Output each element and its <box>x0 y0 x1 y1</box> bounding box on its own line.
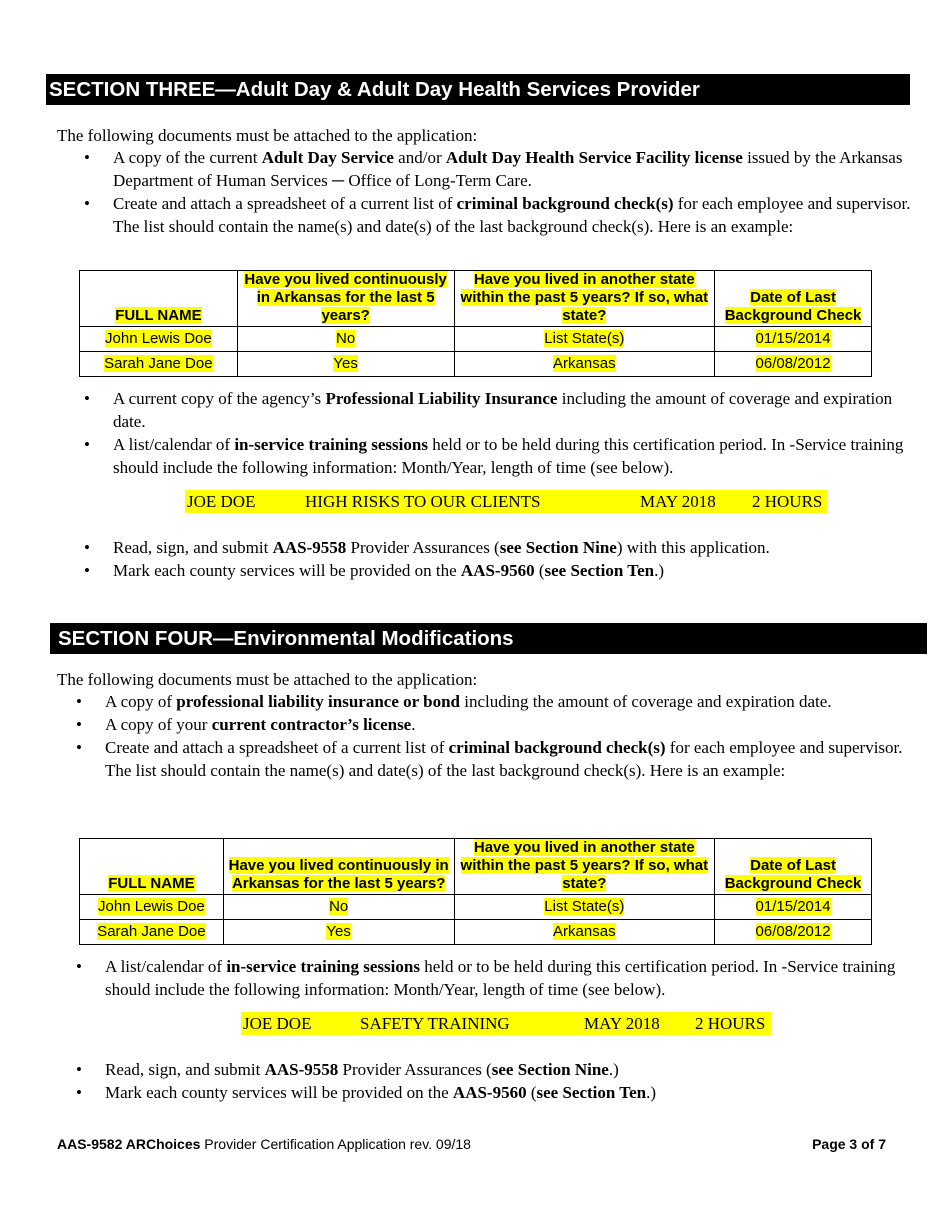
list-item: • Read, sign, and submit AAS-9558 Provider Assurances (see Section Nine) with this application. <box>84 538 770 557</box>
column-header: Have you lived continuously in Arkansas for the last 5 years? <box>237 271 454 327</box>
training-topic: HIGH RISKS TO OUR CLIENTS <box>305 492 541 511</box>
column-header: FULL NAME <box>80 271 238 327</box>
footer-page-number: Page 3 of 7 <box>812 1136 886 1152</box>
section-four-list-c <box>76 1058 906 1104</box>
table-row: John Lewis Doe No List State(s) 01/15/2014 <box>80 327 872 352</box>
table-row: Sarah Jane Doe Yes Arkansas 06/08/2012 <box>80 920 872 945</box>
training-name: JOE DOE <box>243 1014 312 1033</box>
column-header: Date of Last Background Check <box>715 271 872 327</box>
table-row: John Lewis Doe No List State(s) 01/15/2014 <box>80 895 872 920</box>
list-item: • Mark each county services will be provided on the AAS-9560 (see Section Ten.) <box>84 561 664 580</box>
section-four-list-a <box>76 690 906 782</box>
list-item: • A current copy of the agency’s Professional Liability Insurance including the amount of coverage and expiration date. <box>84 389 893 431</box>
column-header: Have you lived in another state within the past 5 years? If so, what state? <box>454 271 715 327</box>
section-three-title: SECTION THREE—Adult Day & Adult Day Health Services Provider <box>46 74 910 105</box>
section-three-list-c <box>84 536 914 582</box>
list-item: • A copy of your current contractor’s license. <box>76 715 416 734</box>
section-three-training-example <box>185 490 827 513</box>
section-four-title: SECTION FOUR—Environmental Modifications <box>50 623 927 654</box>
list-item: • Mark each county services will be provided on the AAS-9560 (see Section Ten.) <box>76 1083 656 1102</box>
list-item: • A list/calendar of in-service training sessions held or to be held during this certification period. In -Service training should include the following information: Month/Year, length of time (see below). <box>84 435 904 477</box>
list-item: • Create and attach a spreadsheet of a current list of criminal background check(s) for each employee and supervisor. The list should contain the name(s) and date(s) of the last background check(s). Here is an example: <box>76 738 903 780</box>
column-header: FULL NAME <box>80 839 224 895</box>
section-three-intro: The following documents must be attached to the application: <box>57 126 478 145</box>
footer-form-id: AAS-9582 ARChoices Provider Certification Application rev. 09/18 <box>57 1136 471 1152</box>
list-item: • Read, sign, and submit AAS-9558 Provider Assurances (see Section Nine.) <box>76 1060 619 1079</box>
section-four-background-table <box>79 838 872 945</box>
training-date: MAY 2018 <box>640 492 716 511</box>
section-three-background-table <box>79 270 872 377</box>
section-four-list-b <box>76 955 906 1001</box>
column-header: Date of Last Background Check <box>715 839 872 895</box>
list-item: • A list/calendar of in-service training sessions held or to be held during this certification period. In -Service training should include the following information: Month/Year, length of time (see below). <box>76 957 896 999</box>
column-header: Have you lived in another state within the past 5 years? If so, what state? <box>454 839 715 895</box>
section-four-intro: The following documents must be attached to the application: <box>57 670 478 689</box>
training-topic: SAFETY TRAINING <box>360 1014 510 1033</box>
table-row: Sarah Jane Doe Yes Arkansas 06/08/2012 <box>80 352 872 377</box>
section-four-training-example <box>241 1012 771 1035</box>
column-header: Have you lived continuously in Arkansas for the last 5 years? <box>223 839 454 895</box>
section-three-list-a <box>84 146 914 238</box>
training-date: MAY 2018 <box>584 1014 660 1033</box>
list-item: • A copy of the current Adult Day Service and/or Adult Day Health Service Facility license issued by the Arkansas Department of Human Services ─ Office of Long-Term Care. <box>84 148 903 190</box>
training-name: JOE DOE <box>187 492 256 511</box>
training-hours: 2 HOURS <box>752 492 823 511</box>
training-hours: 2 HOURS <box>695 1014 766 1033</box>
section-three-list-b <box>84 387 914 479</box>
list-item: • A copy of professional liability insurance or bond including the amount of coverage and expiration date. <box>76 692 832 711</box>
list-item: • Create and attach a spreadsheet of a current list of criminal background check(s) for each employee and supervisor. The list should contain the name(s) and date(s) of the last background check(s). Here is an example: <box>84 194 911 236</box>
